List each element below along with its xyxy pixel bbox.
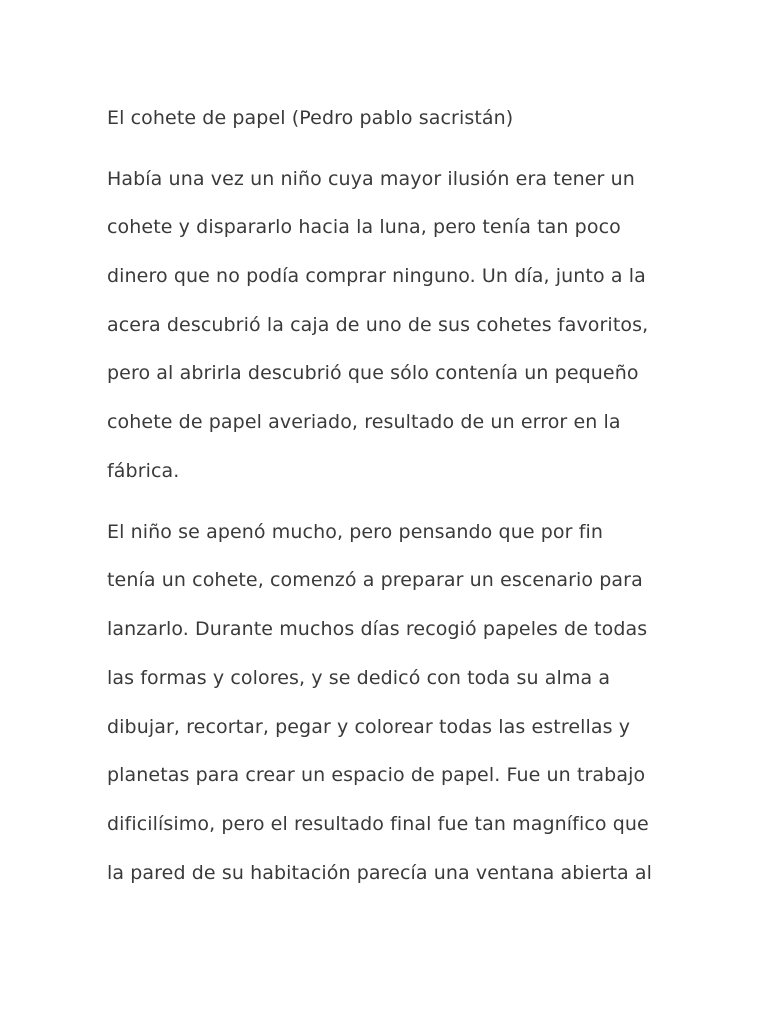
document-title: El cohete de papel (Pedro pablo sacristán) <box>107 107 514 129</box>
paragraph-line: lanzarlo. Durante muchos días recogió papeles de todas <box>107 618 648 640</box>
paragraph-line: cohete de papel averiado, resultado de un error en la <box>107 411 621 433</box>
paragraph-line: dibujar, recortar, pegar y colorear todas las estrellas y <box>107 716 631 738</box>
paragraph-line: las formas y colores, y se dedicó con toda su alma a <box>107 667 611 689</box>
paragraph-line: dinero que no podía comprar ninguno. Un día, junto a la <box>107 265 646 287</box>
paragraph-line: fábrica. <box>107 460 180 482</box>
paragraph-line: planetas para crear un espacio de papel. Fue un trabajo <box>107 764 646 786</box>
paragraph-line: la pared de su habitación parecía una ventana abierta al <box>107 862 653 884</box>
paragraph-line: pero al abrirla descubrió que sólo contenía un pequeño <box>107 362 639 384</box>
paragraph-line: Había una vez un niño cuya mayor ilusión era tener un <box>107 168 635 190</box>
paragraph-line: cohete y dispararlo hacia la luna, pero tenía tan poco <box>107 216 621 238</box>
paragraph-line: El niño se apenó mucho, pero pensando que por fin <box>107 521 604 543</box>
paragraph-line: acera descubrió la caja de uno de sus cohetes favoritos, <box>107 314 649 336</box>
paragraph-line: dificilísimo, pero el resultado final fue tan magnífico que <box>107 813 649 835</box>
paragraph-line: tenía un cohete, comenzó a preparar un escenario para <box>107 569 643 591</box>
